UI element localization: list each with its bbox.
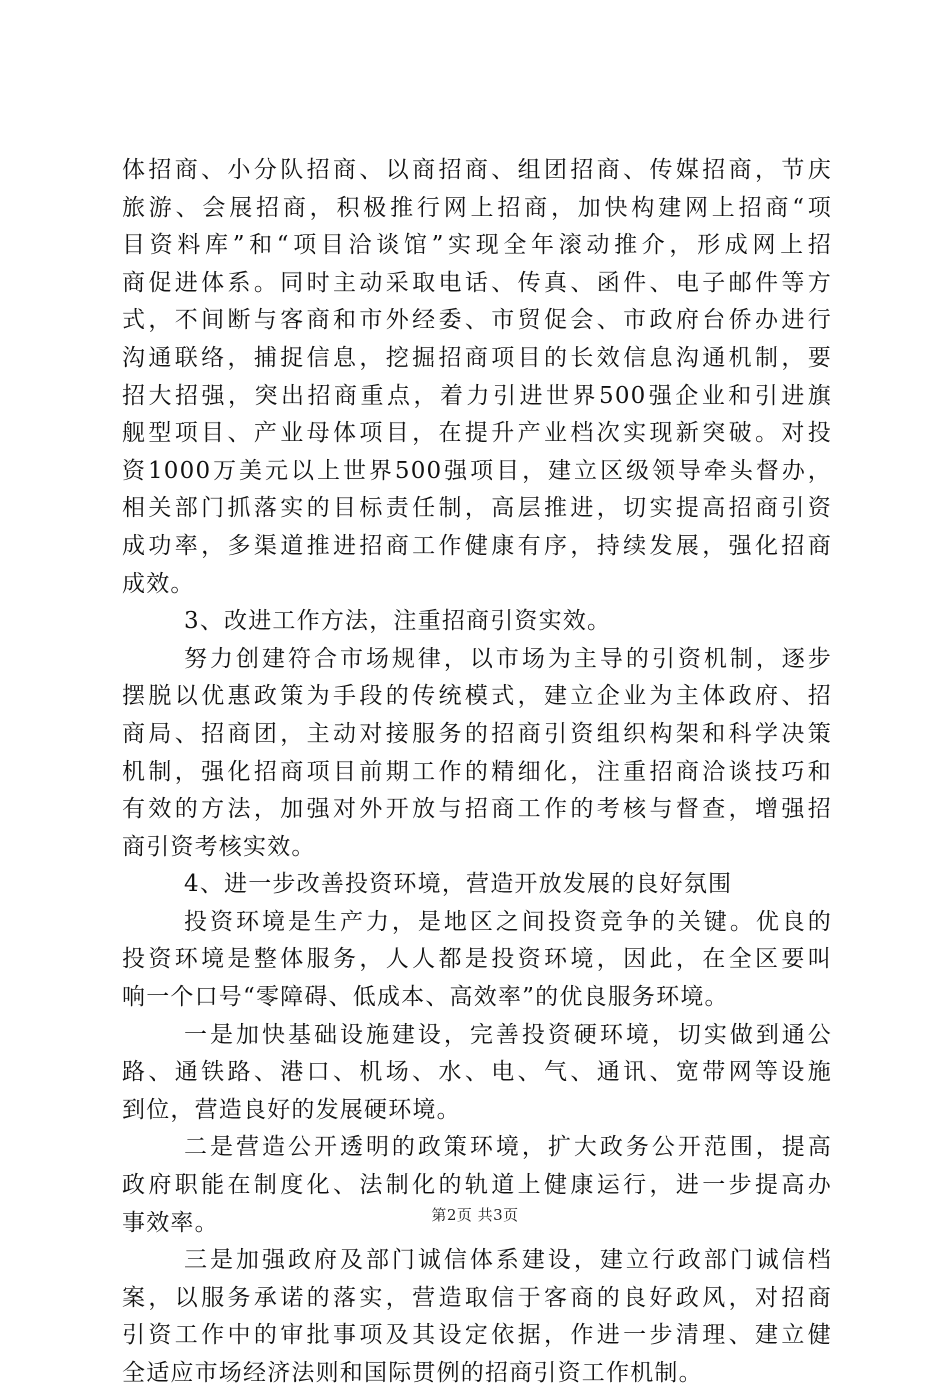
text-line: 沟通联络，捕捉信息，挖掘招商项目的长效信息沟通机制，要 [122,344,832,371]
text-line: 案，以服务承诺的落实，营造取信于客商的良好政风，对招商 [122,1284,832,1311]
text-line: 旅游、会展招商，积极推行网上招商，加快构建网上招商“项 [122,194,832,221]
text-line: 成效。 [122,570,195,597]
text-line: 商局、招商团，主动对接服务的招商引资组织构架和科学决策 [122,720,832,747]
text-line: 路、通铁路、港口、机场、水、电、气、通讯、宽带网等设施 [122,1059,832,1086]
text-line: 摆脱以优惠政策为手段的传统模式，建立企业为主体政府、招 [122,683,832,710]
text-line: 相关部门抓落实的目标责任制，高层推进，切实提高招商引资 [122,495,832,522]
text-line: 有效的方法，加强对外开放与招商工作的考核与督查，增强招 [122,796,832,823]
text-line: 商促进体系。同时主动采取电话、传真、函件、电子邮件等方 [122,269,832,296]
section-heading: 4、进一步改善投资环境，营造开放发展的良好氛围 [184,871,733,898]
text-line: 响一个口号“零障碍、低成本、高效率”的优良服务环境。 [122,984,729,1011]
text-line: 投资环境是整体服务，人人都是投资环境，因此，在全区要叫 [122,946,832,973]
text-line: 成功率，多渠道推进招商工作健康有序，持续发展，强化招商 [122,532,832,559]
text-line: 努力创建符合市场规律，以市场为主导的引资机制，逐步 [184,645,832,672]
text-line: 引资工作中的审批事项及其设定依据，作进一步清理、建立健 [122,1322,832,1349]
text-line: 舰型项目、产业母体项目，在提升产业档次实现新突破。对投 [122,420,832,447]
page-footer: 第2页 共3页 [431,1206,519,1224]
text-line: 式，不间断与客商和市外经委、市贸促会、市政府台侨办进行 [122,307,832,334]
text-line: 一是加快基础设施建设，完善投资硬环境，切实做到通公 [184,1021,832,1048]
text-line: 政府职能在制度化、法制化的轨道上健康运行，进一步提高办 [122,1172,832,1199]
text-line: 事效率。 [122,1209,219,1236]
text-line: 到位，营造良好的发展硬环境。 [122,1096,461,1123]
text-line: 招大招强，突出招商重点，着力引进世界500强企业和引进旗 [122,382,832,409]
text-line: 二是营造公开透明的政策环境，扩大政务公开范围，提高 [184,1134,832,1161]
section-heading: 3、改进工作方法，注重招商引资实效。 [184,608,612,635]
text-line: 投资环境是生产力，是地区之间投资竞争的关键。优良的 [184,908,832,935]
text-line: 资1000万美元以上世界500强项目，建立区级领导牵头督办， [122,457,832,484]
text-line: 体招商、小分队招商、以商招商、组团招商、传媒招商，节庆 [122,157,832,183]
text-line: 三是加强政府及部门诚信体系建设，建立行政部门诚信档 [184,1247,832,1274]
text-line: 机制，强化招商项目前期工作的精细化，注重招商洽谈技巧和 [122,758,832,785]
text-line: 全适应市场经济法则和国际贯例的招商引资工作机制。 [122,1360,703,1386]
text-line: 商引资考核实效。 [122,833,316,860]
text-line: 目资料库”和“项目洽谈馆”实现全年滚动推介，形成网上招 [122,232,832,259]
